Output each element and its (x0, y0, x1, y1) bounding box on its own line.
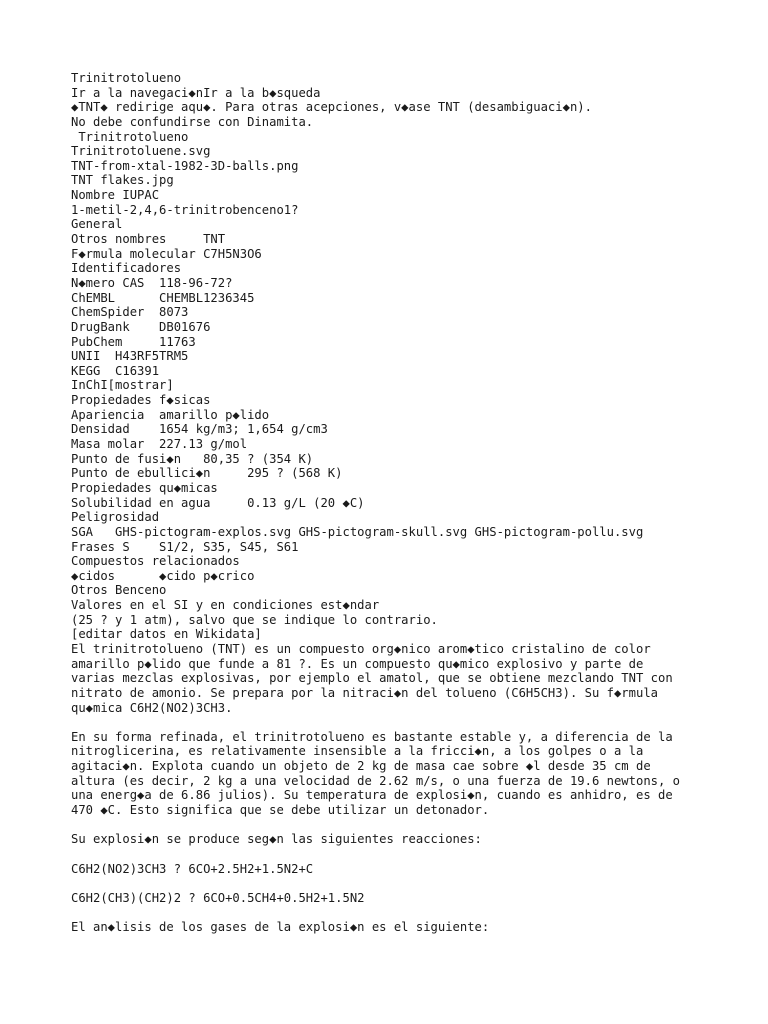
text-line: Frases S S1/2, S35, S45, S61 (71, 539, 299, 554)
text-line: General (71, 217, 123, 232)
text-line: InChI[mostrar] (71, 378, 174, 393)
text-line: varias mezclas explosivas, por ejemplo el amatol, que se obtiene mezclando TNT con (71, 671, 673, 686)
text-line: Trinitrotolueno (71, 129, 189, 144)
text-line (71, 715, 731, 730)
text-line: Compuestos relacionados (71, 554, 240, 569)
text-line: Otros nombres TNT (71, 232, 226, 247)
text-line: Peligrosidad (71, 510, 160, 525)
text-line: [editar datos en Wikidata] (71, 627, 262, 642)
text-line: TNT-from-xtal-1982-3D-balls.png (71, 158, 299, 173)
text-line (71, 876, 731, 891)
text-line: Otros Benceno (71, 583, 167, 598)
text-line: 1-metil-2,4,6-trinitrobenceno1? (71, 202, 299, 217)
document-text (71, 71, 731, 935)
text-line: ChemSpider 8073 (71, 305, 189, 320)
text-line: Propiedades f◆sicas (71, 393, 211, 408)
text-line: UNII H43RF5TRM5 (71, 349, 189, 364)
text-line: una energ◆a de 6.86 julios). Su temperatura de explosi◆n, cuando es anhidro, es de (71, 788, 673, 803)
text-line: Densidad 1654 kg/m3; 1,654 g/cm3 (71, 422, 328, 437)
text-line: Su explosi◆n se produce seg◆n las siguientes reacciones: (71, 832, 482, 847)
text-line: agitaci◆n. Explota cuando un objeto de 2 kg de masa cae sobre ◆l desde 35 cm de (71, 759, 651, 774)
text-line: Ir a la navegaci◆nIr a la b◆squeda (71, 85, 321, 100)
text-line: amarillo p◆lido que funde a 81 ?. Es un compuesto qu◆mico explosivo y parte de (71, 656, 644, 671)
text-line: KEGG C16391 (71, 363, 160, 378)
text-line: Apariencia amarillo p◆lido (71, 407, 270, 422)
text-line: DrugBank DB01676 (71, 319, 211, 334)
text-line: C6H2(CH3)(CH2)2 ? 6CO+0.5CH4+0.5H2+1.5N2 (71, 890, 365, 905)
text-line: ◆TNT◆ redirige aqu◆. Para otras acepciones, v◆ase TNT (desambiguaci◆n). (71, 100, 592, 115)
text-line: Identificadores (71, 261, 182, 276)
text-line: El an◆lisis de los gases de la explosi◆n es el siguiente: (71, 920, 490, 935)
text-line: TNT flakes.jpg (71, 173, 174, 188)
text-line: En su forma refinada, el trinitrotolueno es bastante estable y, a diferencia de la (71, 729, 673, 744)
text-line: F◆rmula molecular C7H5N3O6 (71, 246, 262, 261)
text-line: Punto de ebullici◆n 295 ? (568 K) (71, 466, 343, 481)
text-line: ◆cidos ◆cido p◆crico (71, 568, 255, 583)
text-line: ChEMBL CHEMBL1236345 (71, 290, 255, 305)
text-line: Solubilidad en agua 0.13 g/L (20 ◆C) (71, 495, 365, 510)
text-line: Nombre IUPAC (71, 188, 160, 203)
text-line: Propiedades qu◆micas (71, 480, 218, 495)
text-line: C6H2(NO2)3CH3 ? 6CO+2.5H2+1.5N2+C (71, 861, 314, 876)
text-line: Punto de fusi◆n 80,35 ? (354 K) (71, 451, 314, 466)
text-line: Trinitrotoluene.svg (71, 144, 211, 159)
text-line (71, 906, 731, 921)
text-line: Masa molar 227.13 g/mol (71, 437, 248, 452)
text-line: SGA GHS-pictogram-explos.svg GHS-pictogram-skull.svg GHS-pictogram-pollu.svg (71, 524, 644, 539)
text-line: (25 ? y 1 atm), salvo que se indique lo contrario. (71, 612, 438, 627)
text-line: N◆mero CAS 118-96-72? (71, 275, 233, 290)
text-line: altura (es decir, 2 kg a una velocidad de 2.62 m/s, o una fuerza de 19.6 newtons, o (71, 773, 681, 788)
text-line: No debe confundirse con Dinamita. (71, 114, 314, 129)
text-line: Trinitrotolueno (71, 71, 182, 85)
text-line: 470 ◆C. Esto significa que se debe utilizar un detonador. (71, 803, 490, 818)
text-line: nitrato de amonio. Se prepara por la nitraci◆n del tolueno (C6H5CH3). Su f◆rmula (71, 685, 658, 700)
text-line: El trinitrotolueno (TNT) es un compuesto org◆nico arom◆tico cristalino de color (71, 641, 651, 656)
text-line: qu◆mica C6H2(NO2)3CH3. (71, 700, 233, 715)
text-line: Valores en el SI y en condiciones est◆ndar (71, 598, 380, 613)
text-line: PubChem 11763 (71, 334, 196, 349)
text-line: nitroglicerina, es relativamente insensible a la fricci◆n, a los golpes o a la (71, 744, 644, 759)
text-line (71, 847, 731, 862)
text-line (71, 818, 731, 833)
